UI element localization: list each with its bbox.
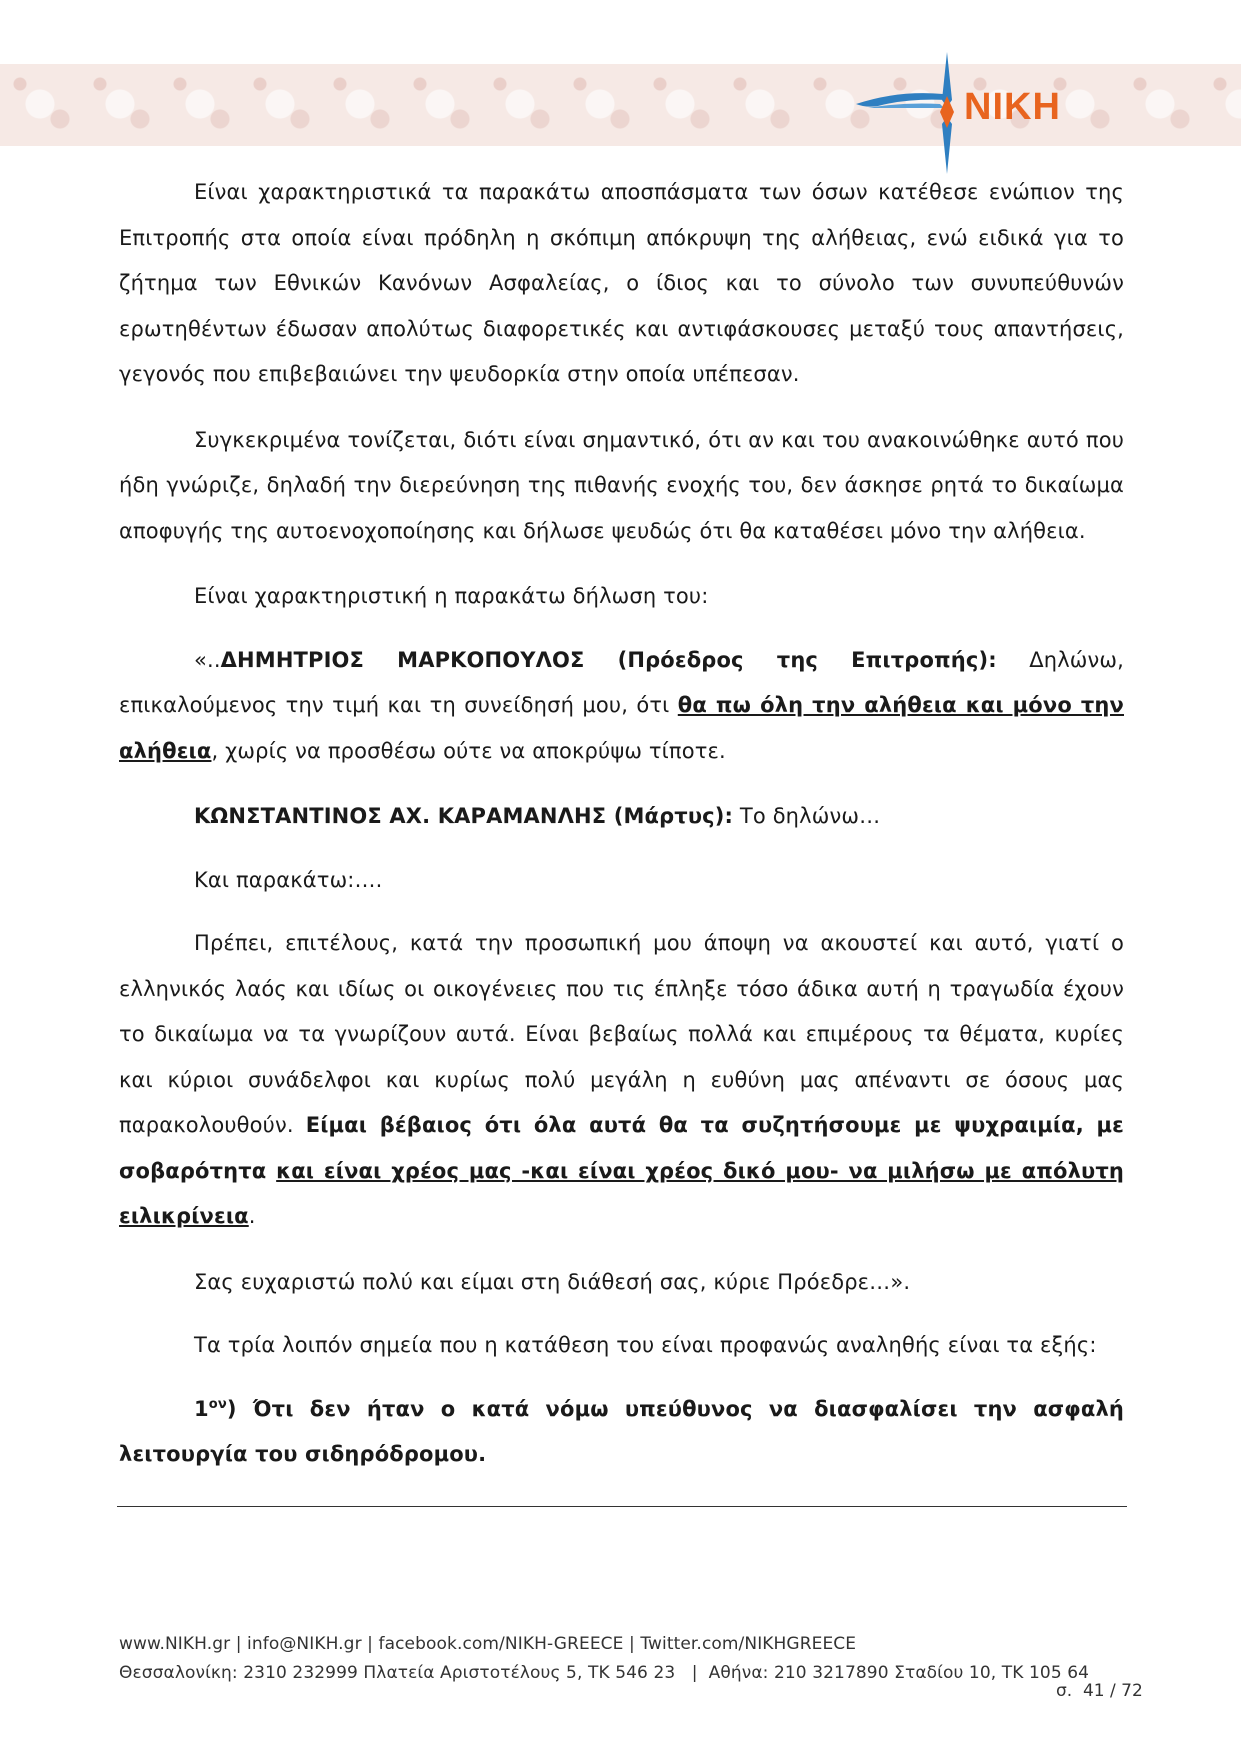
quote-paragraph: Πρέπει, επιτέλους, κατά την προσωπική μου άποψη να ακουστεί και αυτό, γιατί ο ελληνικός λαός και ιδίως οι οικογένειες που τις έπληξε τόσο άδικα αυτή η τραγωδία έχουν το δικαίωμα να τα γνωρίζουν αυτά. Είναι βεβαίως πολλά και επιμέρους τα θέματα, κυρίες και κύριοι συνάδελφοι και κυρίως πολύ μεγάλη η ευθύνη μας απέναντι σε όσους μας παρακολουθούν. Είμαι βέβαιος ότι όλα αυτά θα τα συζητήσουμε με ψυχραιμία, με σοβαρότητα και είναι χρέος μας -και είναι χρέος δικό μου- να μιλήσω με απόλυτη ειλικρίνεια. <box>119 931 1124 1228</box>
paragraph: Είναι χαρακτηριστική η παρακάτω δήλωση του: <box>194 584 709 608</box>
paragraph: Και παρακάτω:…. <box>194 867 383 892</box>
footer-addresses: Θεσσαλονίκη: 2310 232999 Πλατεία Αριστοτέλους 5, ΤΚ 546 23 | Αθήνα: 210 3217890 Σταδίου 10, ΤΚ 105 64 <box>119 1663 1090 1683</box>
document-body <box>119 170 1124 1498</box>
emphasis-text: Είμαι βέβαιος ότι όλα αυτά θα τα συζητήσουμε με ψυχραιμία, με σοβαρότητα <box>119 1113 1124 1183</box>
quote-paragraph: ΚΩΝΣΤΑΝΤΙΝΟΣ ΑΧ. ΚΑΡΑΜΑΝΛΗΣ (Μάρτυς): Το δηλώνω… <box>194 804 881 828</box>
speaker-name: ΔΗΜΗΤΡΙΟΣ ΜΑΡΚΟΠΟΥΛΟΣ (Πρόεδρος της Επιτροπής): <box>220 647 997 672</box>
footer-divider <box>117 1506 1127 1507</box>
paragraph: Συγκεκριμένα τονίζεται, διότι είναι σημαντικό, ότι αν και του ανακοινώθηκε αυτό που ήδη γνώριζε, δηλαδή την διερεύνηση της πιθανής ενοχής του, δεν άσκησε ρητά το δικαίωμα αποφυγής της αυτοενοχοποίησης και δήλωσε ψευδώς ότι θα καταθέσει μόνο την αλήθεια. <box>119 427 1124 543</box>
emphasis-text: θα πω όλη την αλήθεια και μόνο την αλήθεια <box>119 693 1124 763</box>
footer <box>119 1630 1089 1688</box>
paragraph: Είναι χαρακτηριστικά τα παρακάτω αποσπάσματα των όσων κατέθεσε ενώπιον της Επιτροπής στα οποία είναι πρόδηλη η σκόπιμη απόκρυψη της αλήθειας, ενώ ειδικά για το ζήτημα των Εθνικών Κανόνων Ασφαλείας, ο ίδιος και το σύνολο των συνυπεύθυνών ερωτηθέντων έδωσαν απολύτως διαφορετικές και αντιφάσκουσες μεταξύ τους απαντήσεις, γεγονός που επιβεβαιώνει την ψευδορκία στην οποία υπέπεσαν. <box>119 180 1124 386</box>
logo-wordmark: NIKH <box>964 86 1061 128</box>
paragraph: Σας ευχαριστώ πολύ και είμαι στη διάθεσή σας, κύριε Πρόεδρε…». <box>194 1269 911 1294</box>
quote-paragraph: «..ΔΗΜΗΤΡΙΟΣ ΜΑΡΚΟΠΟΥΛΟΣ (Πρόεδρος της Επιτροπής): Δηλώνω, επικαλούμενος την τιμή και τη συνείδησή μου, ότι θα πω όλη την αλήθεια και μόνο την αλήθεια, χωρίς να προσθέσω ούτε να αποκρύψω τίποτε. <box>119 647 1124 763</box>
speaker-name: ΚΩΝΣΤΑΝΤΙΝΟΣ ΑΧ. ΚΑΡΑΜΑΝΛΗΣ (Μάρτυς): <box>194 804 734 828</box>
numbered-point: $1^{o\nu}$) Ότι δεν ήταν ο κατά νόμω υπεύθυνος να διασφαλίσει την ασφαλή λειτουργία του σιδηρόδρομου. <box>119 1396 1124 1466</box>
footer-links: www.NIKH.gr | info@NIKH.gr | facebook.com/NIKH-GREECE | Twitter.com/NIKHGREECE <box>119 1634 857 1654</box>
emphasis-text: και είναι χρέος μας -και είναι χρέος δικό μου- να μιλήσω με απόλυτη ειλικρίνεια <box>119 1158 1124 1228</box>
page-number: σ. 41 / 72 <box>1056 1681 1143 1701</box>
paragraph: Τα τρία λοιπόν σημεία που η κατάθεση του είναι προφανώς αναληθής είναι τα εξής: <box>194 1333 1097 1357</box>
